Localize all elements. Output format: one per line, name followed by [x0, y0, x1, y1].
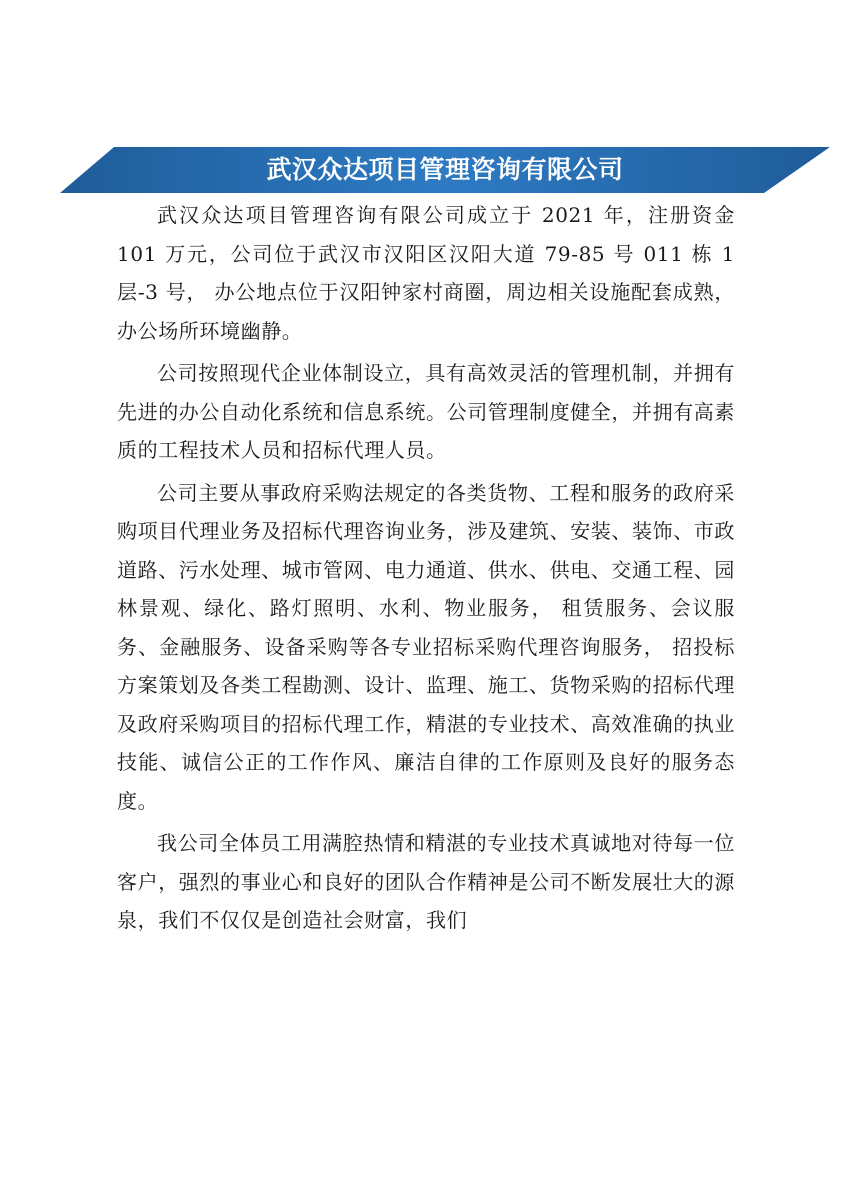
page-title: 武汉众达项目管理咨询有限公司: [266, 155, 624, 184]
paragraph-management: 公司按照现代企业体制设立，具有高效灵活的管理机制，并拥有先进的办公自动化系统和信息系统。公司管理制度健全，并拥有高素质的工程技术人员和招标代理人员。: [117, 361, 735, 462]
paragraph-intro: 武汉众达项目管理咨询有限公司成立于 2021 年，注册资金 101 万元，公司位于武汉市汉阳区汉阳大道 79-85 号 011 栋 1 层-3 号， 办公地点位于汉阳钟家村商圈，周边相关设施配套成熟，办公场所环境幽静。: [117, 203, 735, 343]
document-body: [117, 196, 735, 944]
paragraph-team: 我公司全体员工用满腔热情和精湛的专业技术真诚地对待每一位客户，强烈的事业心和良好的团队合作精神是公司不断发展壮大的源泉，我们不仅仅是创造社会财富，我们: [117, 831, 735, 932]
paragraph-business-scope: 公司主要从事政府采购法规定的各类货物、工程和服务的政府采购项目代理业务及招标代理咨询业务，涉及建筑、安装、装饰、市政道路、污水处理、城市管网、电力通道、供水、供电、交通工程、园林景观、绿化、路灯照明、水利、物业服务， 租赁服务、会议服务、金融服务、设备采购等各专业招标采购代理咨询服务， 招投标方案策划及各类工程勘测、设计、监理、施工、货物采购的招标代理及政府采购项目的招标代理工作，精湛的专业技术、高效准确的执业技能、诚信公正的工作作风、廉洁自律的工作原则及良好的服务态度。: [117, 480, 735, 813]
title-banner: [60, 147, 830, 193]
